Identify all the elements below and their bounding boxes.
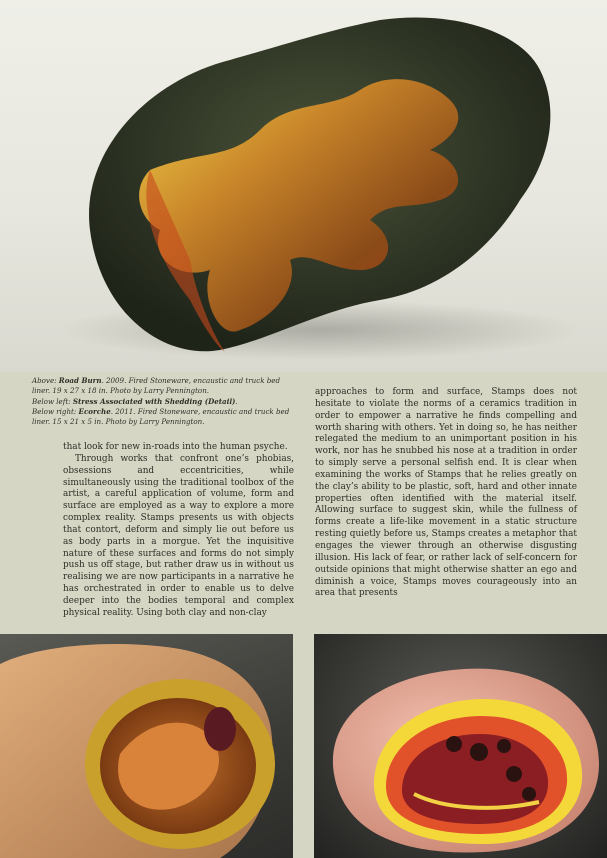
photo-caption [32,376,294,427]
caption-above-title: Road Burn [58,376,102,385]
bottom-left-photo [0,634,293,858]
article-paragraph: Through works that confront one’s phobias, obsessions and eccentricities, while simultaneously using the traditional toolbox of the artist, a careful application of volume, form and surface are employed as a way to explore a more complex reality. Stamps presents us with objects that contort, deform and simply lie out before us as body parts in a morgue. Yet the inquisitive nature of these surfaces and forms do not simply push us off stage, but rather draw us in without us realising we are now participants in a narrative he has orchestrated in order to enable us to delve deeper into the bodies temporal and complex physical reality. Using both clay and non-clay [63,453,294,618]
stress-associated-with-shedding-image [0,634,293,858]
article-paragraph: approaches to form and surface, Stamps does not hesitate to violate the norms of a ceramics tradition in order to empower a narrative he finds compelling and worth sharing with others. Yet in doing so, he has neither relegated the medium to an unimportant position in his work, nor has he snubbed his nose at a tradition in order to simply serve a personal selfish end. It is clear when examining the works of Stamps that he relies greatly on the clay’s ability to be plastic, soft, hard and other innate properties often identified with the material itself. Allowing surface to suggest skin, while the fullness of forms create a life-like movement in a static structure resting quietly before us, Stamps creates a metaphor that engages the viewer through an otherwise disgusting illusion. His lack of fear, or rather lack of self-concern for outside opinions that might otherwise shatter an ego and diminish a voice, Stamps moves courageously into an area that presents [315,387,577,599]
caption-below-left-title: Stress Associated with Shedding (Detail) [72,396,236,406]
top-photo [0,0,607,372]
article-paragraph: that look for new in-roads into the human psyche. [63,442,288,452]
bottom-right-photo [314,634,607,858]
article-right-column [315,387,577,600]
road-burn-sculpture-image [0,0,607,372]
caption-above: Above: Road Burn. 2009. Fired Stoneware, encaustic and truck bed liner. 19 x 27 x 18 in. Photo by Larry Pennington. [32,376,281,396]
caption-below-right-title: Ecorche [78,406,111,416]
ecorche-sculpture-image [314,634,607,858]
caption-below-left: Below left: Stress Associated with Shedding (Detail). [32,396,238,406]
caption-below-right: Below right: Ecorche. 2011. Fired Stoneware, encaustic and truck bed liner. 15 x 21 x 5 in. Photo by Larry Pennington. [32,406,290,427]
article-left-column [63,442,294,620]
